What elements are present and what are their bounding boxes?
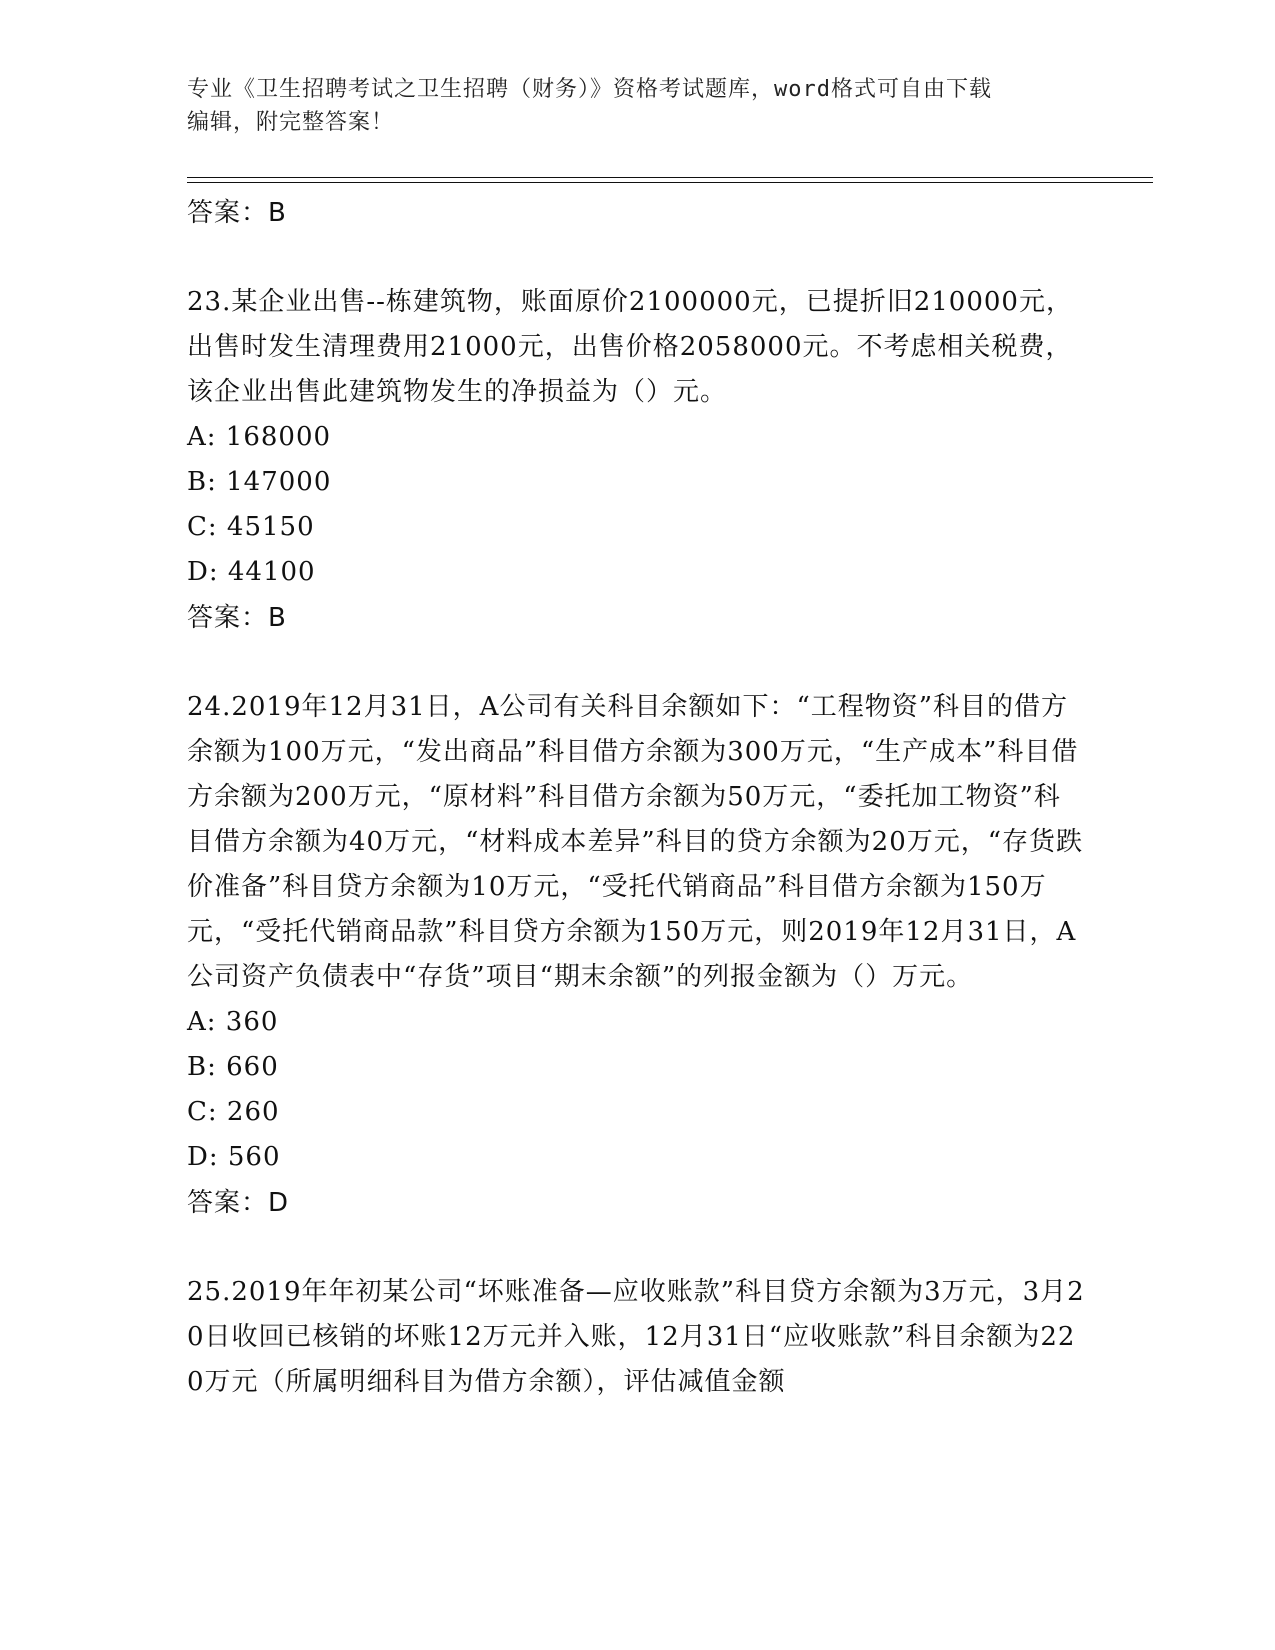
option-c: C: 260 bbox=[187, 1097, 280, 1127]
question-stem: 25.2019年年初某公司“坏账准备—应收账款”科目贷方余额为3万元，3月20日收回已核销的坏账12万元并入账，12月31日“应收账款”科目余额为220万元（所属明细科目为借方余额），评估减值金额 bbox=[187, 1277, 1085, 1397]
spacer bbox=[187, 236, 1087, 280]
question-25 bbox=[187, 1270, 1087, 1405]
spacer bbox=[187, 641, 1087, 685]
option-d: D: 560 bbox=[187, 1142, 281, 1172]
question-stem: 24.2019年12月31日，A公司有关科目余额如下：“工程物资”科目的借方余额为100万元，“发出商品”科目借方余额为300万元，“生产成本”科目借方余额为200万元，“原材料”科目借方余额为50万元，“委托加工物资”科目借方余额为40万元，“材料成本差异”科目的贷方余额为20万元，“存货跌价准备”科目贷方余额为10万元，“受托代销商品”科目借方余额为150万元，“受托代销商品款”科目贷方余额为150万元，则2019年12月31日，A公司资产负债表中“存货”项目“期末余额”的列报金额为（）万元。 bbox=[187, 692, 1084, 992]
header-line-2: 编辑，附完整答案！ bbox=[187, 110, 395, 135]
answer-line: 答案：B bbox=[187, 198, 287, 228]
question-24 bbox=[187, 685, 1087, 1226]
answer-line: 答案：B bbox=[187, 603, 287, 633]
option-d: D: 44100 bbox=[187, 557, 316, 587]
option-a: A: 360 bbox=[187, 1007, 279, 1037]
page-header bbox=[187, 73, 1087, 139]
option-b: B: 147000 bbox=[187, 467, 332, 497]
answer-line: 答案：D bbox=[187, 1188, 290, 1218]
question-stem: 23.某企业出售--栋建筑物，账面原价2100000元，已提折旧210000元，出售时发生清理费用21000元，出售价格2058000元。不考虑相关税费，该企业出售此建筑物发生的净损益为（）元。 bbox=[187, 287, 1073, 407]
option-a: A: 168000 bbox=[187, 422, 332, 452]
option-c: C: 45150 bbox=[187, 512, 315, 542]
question-23 bbox=[187, 280, 1087, 641]
header-line-1: 专业《卫生招聘考试之卫生招聘（财务）》资格考试题库，word格式可自由下载 bbox=[187, 77, 992, 102]
option-b: B: 660 bbox=[187, 1052, 279, 1082]
question-content bbox=[187, 190, 1087, 1405]
header-divider-top bbox=[187, 177, 1153, 178]
spacer bbox=[187, 1226, 1087, 1270]
header-divider-bottom bbox=[187, 182, 1153, 183]
